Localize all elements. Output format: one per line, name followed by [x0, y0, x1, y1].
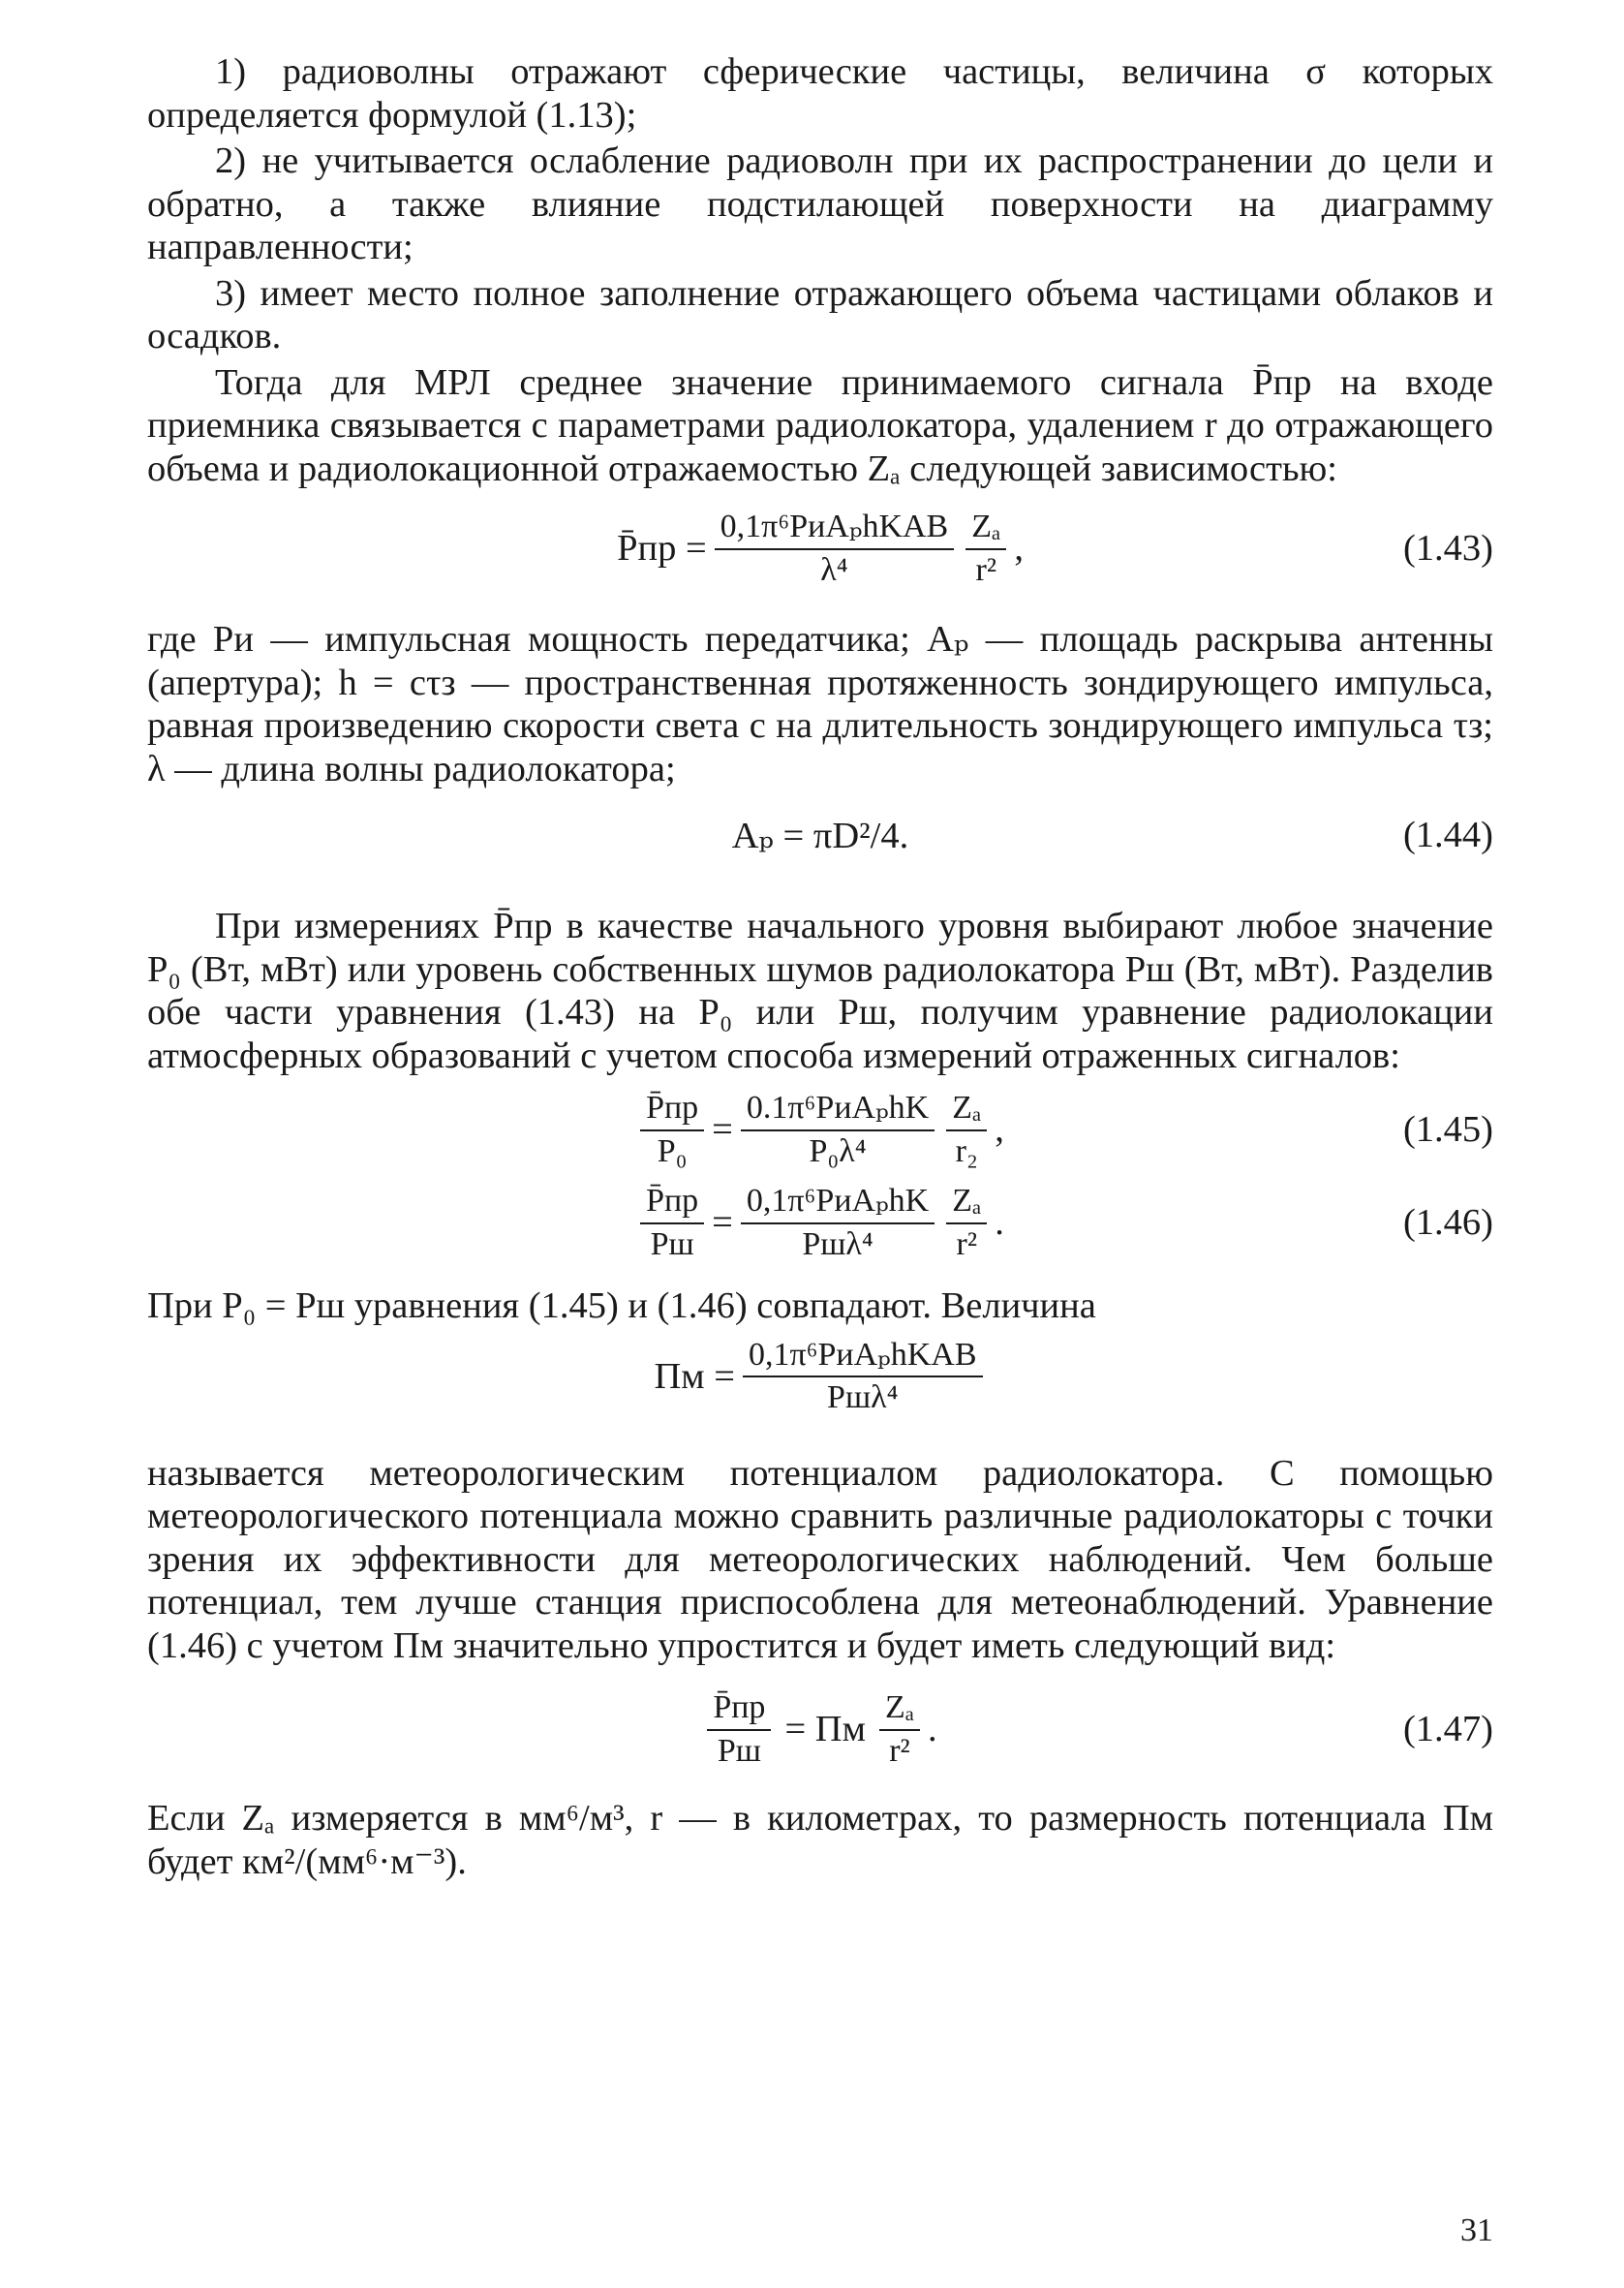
eq47-left-fraction: [707, 1689, 771, 1769]
list-item-2: 2) не учитывается ослабление радиоволн при их распространении до цели и обратно, а также влияние подстилающей поверхности на диаграмму направленности;: [147, 140, 1493, 267]
eq47-tail: .: [928, 1709, 937, 1749]
eq43-denominator: λ⁴: [820, 551, 848, 588]
eq43-fraction-2: [965, 509, 1006, 588]
eq46-equals: =: [712, 1202, 733, 1243]
eq44-label: (1.44): [1402, 815, 1493, 855]
eq47-label: (1.47): [1402, 1709, 1493, 1749]
eq47-middle: = Пм: [784, 1709, 866, 1749]
eq43-numerator: 0,1π⁶PиAₚhKАВ: [715, 509, 955, 549]
page-number: 31: [1460, 2212, 1493, 2248]
eq45-numerator-2: Zₐ: [946, 1090, 987, 1130]
eq46-label: (1.46): [1402, 1202, 1493, 1243]
eq46-denominator-2: r²: [956, 1225, 978, 1262]
eq47-numerator: Zₐ: [879, 1689, 920, 1730]
paragraph-potential: называется метеорологическим потенциалом радиолокатора. С помощью метеорологического потенциала можно сравнить различные радиолокаторы с точки зрения их эффективности для метеорологических наблюдений. Чем больше потенциал, тем лучше станция приспособлена для метеонаблюдений. Уравнение (1.46) с учетом Пм значительно упростится и будет иметь следующий вид:: [147, 1452, 1493, 1666]
pm-numerator: 0,1π⁶PиAₚhKАВ: [743, 1337, 983, 1377]
eq47-left-numerator: P̄пр: [707, 1689, 771, 1730]
equation-1-44: [147, 798, 1493, 872]
equation-potential: [147, 1328, 1493, 1425]
eq46-denominator: Pшλ⁴: [802, 1225, 873, 1262]
list-item-1: 1) радиоволны отражают сферические частицы, величина σ которых определяется формулой (1.13);: [147, 51, 1493, 136]
eq43-denominator-2: r²: [975, 551, 997, 588]
paragraph-measurements: При измерениях P̄пр в качестве начального уровня выбирают любое значение P₀ (Вт, мВт) или уровень собственных шумов радиолокатора Pш (Вт, мВт). Разделив обе части уравнения (1.43) на P₀ или Pш, получим уравнение радиолокации атмосферных образований с учетом способа измерений отраженных сигналов:: [147, 906, 1493, 1076]
eq47-fraction: [879, 1689, 920, 1769]
eq47-denominator: r²: [889, 1732, 910, 1769]
eq46-left-fraction: [640, 1183, 704, 1262]
pm-denominator: Pшλ⁴: [827, 1379, 899, 1415]
eq45-left-fraction: [640, 1090, 704, 1169]
eq46-fraction-2: [946, 1183, 987, 1262]
eq45-denominator-2: r₂: [955, 1132, 978, 1169]
eq45-fraction-2: [946, 1090, 987, 1169]
eq46-left-denominator: Pш: [650, 1225, 694, 1262]
eq45-numerator: 0.1π⁶PиAₚhK: [741, 1090, 935, 1130]
equation-1-46: [147, 1178, 1493, 1267]
equation-1-47: [147, 1683, 1493, 1776]
equation-1-43: [147, 500, 1493, 597]
eq45-denominator: P₀λ⁴: [809, 1132, 867, 1169]
eq43-lhs: P̄пр =: [617, 528, 707, 569]
eq43-label: (1.43): [1402, 528, 1493, 569]
eq46-numerator-2: Zₐ: [946, 1183, 987, 1223]
eq46-fraction: [741, 1183, 935, 1262]
eq43-tail: ,: [1014, 528, 1024, 569]
eq45-left-numerator: P̄пр: [640, 1090, 704, 1130]
eq43-fraction: [715, 509, 955, 588]
eq46-numerator: 0,1π⁶PиAₚhK: [741, 1183, 935, 1223]
eq45-label: (1.45): [1402, 1109, 1493, 1150]
eq46-tail: .: [995, 1202, 1004, 1243]
eq45-fraction: [741, 1090, 935, 1169]
paragraph-then: Тогда для МРЛ среднее значение принимаемого сигнала P̄пр на входе приемника связывается с параметрами радиолокатора, удалением r до отражающего объема и радиолокационной отражаемостью Zₐ следующей зависимостью:: [147, 361, 1493, 489]
eq43-numerator-2: Zₐ: [965, 509, 1006, 549]
pm-lhs: Пм =: [654, 1355, 735, 1397]
eq46-left-numerator: P̄пр: [640, 1183, 704, 1223]
equation-1-45: [147, 1085, 1493, 1174]
paragraph-units: Если Zₐ измеряется в мм⁶/м³, r — в километрах, то размерность потенциала Пм будет км²/(мм⁶·м⁻³).: [147, 1798, 1493, 1882]
eq45-tail: ,: [995, 1109, 1004, 1150]
eq47-left-denominator: Pш: [717, 1732, 761, 1769]
list-item-3: 3) имеет место полное заполнение отражающего объема частицами облаков и осадков.: [147, 272, 1493, 356]
eq44-text: Aₚ = πD²/4.: [731, 815, 909, 856]
paragraph-coincide: При P₀ = Pш уравнения (1.45) и (1.46) совпадают. Величина: [147, 1285, 1096, 1326]
eq45-left-denominator: P₀: [657, 1132, 688, 1169]
eq45-equals: =: [712, 1109, 733, 1150]
pm-fraction: [743, 1337, 983, 1416]
paragraph-where: где Pи — импульсная мощность передатчика; Aₚ — площадь раскрыва антенны (апертура); h = cτз — пространственная протяженность зондирующего импульса, равная произведению скорости света c на длительность зондирующего импульса τз; λ — длина волны радиолокатора;: [147, 619, 1493, 789]
